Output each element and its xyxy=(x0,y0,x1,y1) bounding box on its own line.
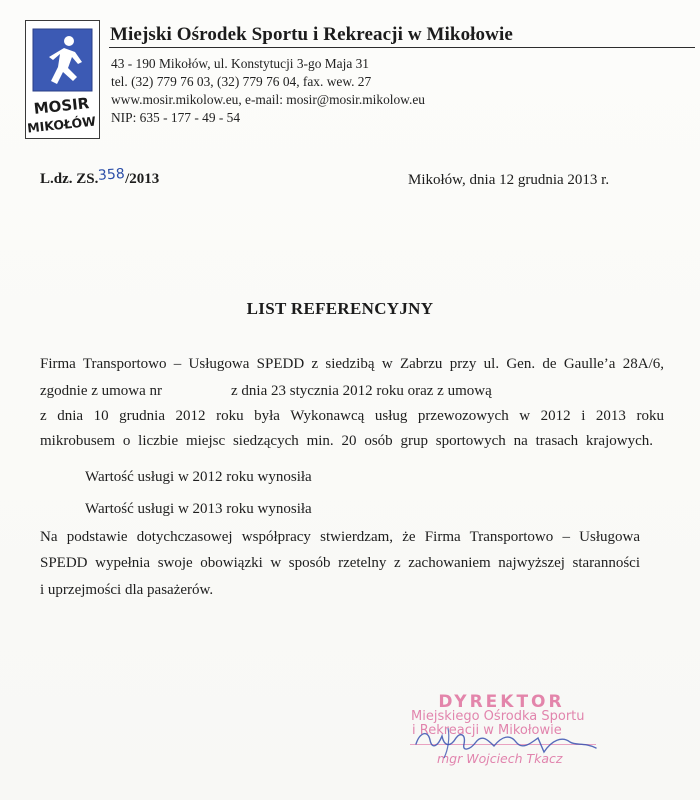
paragraph-2-line-1: Na podstawie dotychczasowej współpracy stwierdzam, że Firma Transportowo – Usługowa xyxy=(40,529,640,545)
web-email-line: www.mosir.mikolow.eu, e-mail: mosir@mosir.mikolow.eu xyxy=(111,92,425,107)
handwritten-number: 358 xyxy=(97,166,126,184)
body-line-3: z dnia 10 grudnia 2012 roku była Wykonawcą usług przewozowych w 2012 i 2013 roku xyxy=(40,408,664,424)
address-line: 43 - 190 Mikołów, ul. Konstytucji 3-go Maja 31 xyxy=(111,56,369,71)
logo-text-top: MOSIR xyxy=(32,94,91,118)
value-2013-line: Wartość usługi w 2013 roku wynosiła xyxy=(85,501,312,517)
reference-number xyxy=(40,166,160,188)
nip-line: NIP: 635 - 177 - 49 - 54 xyxy=(111,110,241,125)
body-line-4: mikrobusem o liczbie miejsc siedzących min. 20 osób grup sportowych na trasach krajowych. xyxy=(40,433,653,449)
paragraph-2-line-3: i uprzejmości dla pasażerów. xyxy=(40,582,214,598)
runner-icon xyxy=(26,21,99,138)
stamp-title: DYREKTOR xyxy=(438,692,565,712)
body-line-1: Firma Transportowo – Usługowa SPEDD z siedzibą w Zabrzu przy ul. Gen. de Gaulle’a 28A/6, xyxy=(40,356,664,372)
stamp-line-1: Miejskiego Ośrodka Sportu xyxy=(411,709,585,724)
phone-line: tel. (32) 779 76 03, (32) 779 76 04, fax. wew. 27 xyxy=(111,74,372,89)
reference-suffix: /2013 xyxy=(125,171,160,187)
organization-name: Miejski Ośrodek Sportu i Rekreacji w Mikołowie xyxy=(110,24,513,45)
reference-prefix: L.dz. ZS. xyxy=(40,171,99,187)
place-and-date: Mikołów, dnia 12 grudnia 2013 r. xyxy=(408,172,610,188)
logo-text-bottom: MIKOŁÓW xyxy=(26,113,97,136)
body-line-2b: z dnia 23 stycznia 2012 roku oraz z umową xyxy=(231,383,492,399)
paragraph-2-line-2: SPEDD wypełnia swoje obowiązki w sposób rzetelny z zachowaniem najwyższej staranności xyxy=(40,555,640,571)
handwritten-signature xyxy=(404,722,604,762)
document-title: LIST REFERENCYJNY xyxy=(246,299,434,318)
mosir-logo xyxy=(25,20,100,139)
value-2012-line: Wartość usługi w 2012 roku wynosiła xyxy=(85,469,312,485)
stamp-line-2: i Rekreacji w Mikołowie xyxy=(412,723,562,738)
body-line-2a: zgodnie z umowa nr xyxy=(40,383,163,399)
header-divider xyxy=(109,47,695,48)
stamp-name: mgr Wojciech Tkacz xyxy=(437,751,563,766)
